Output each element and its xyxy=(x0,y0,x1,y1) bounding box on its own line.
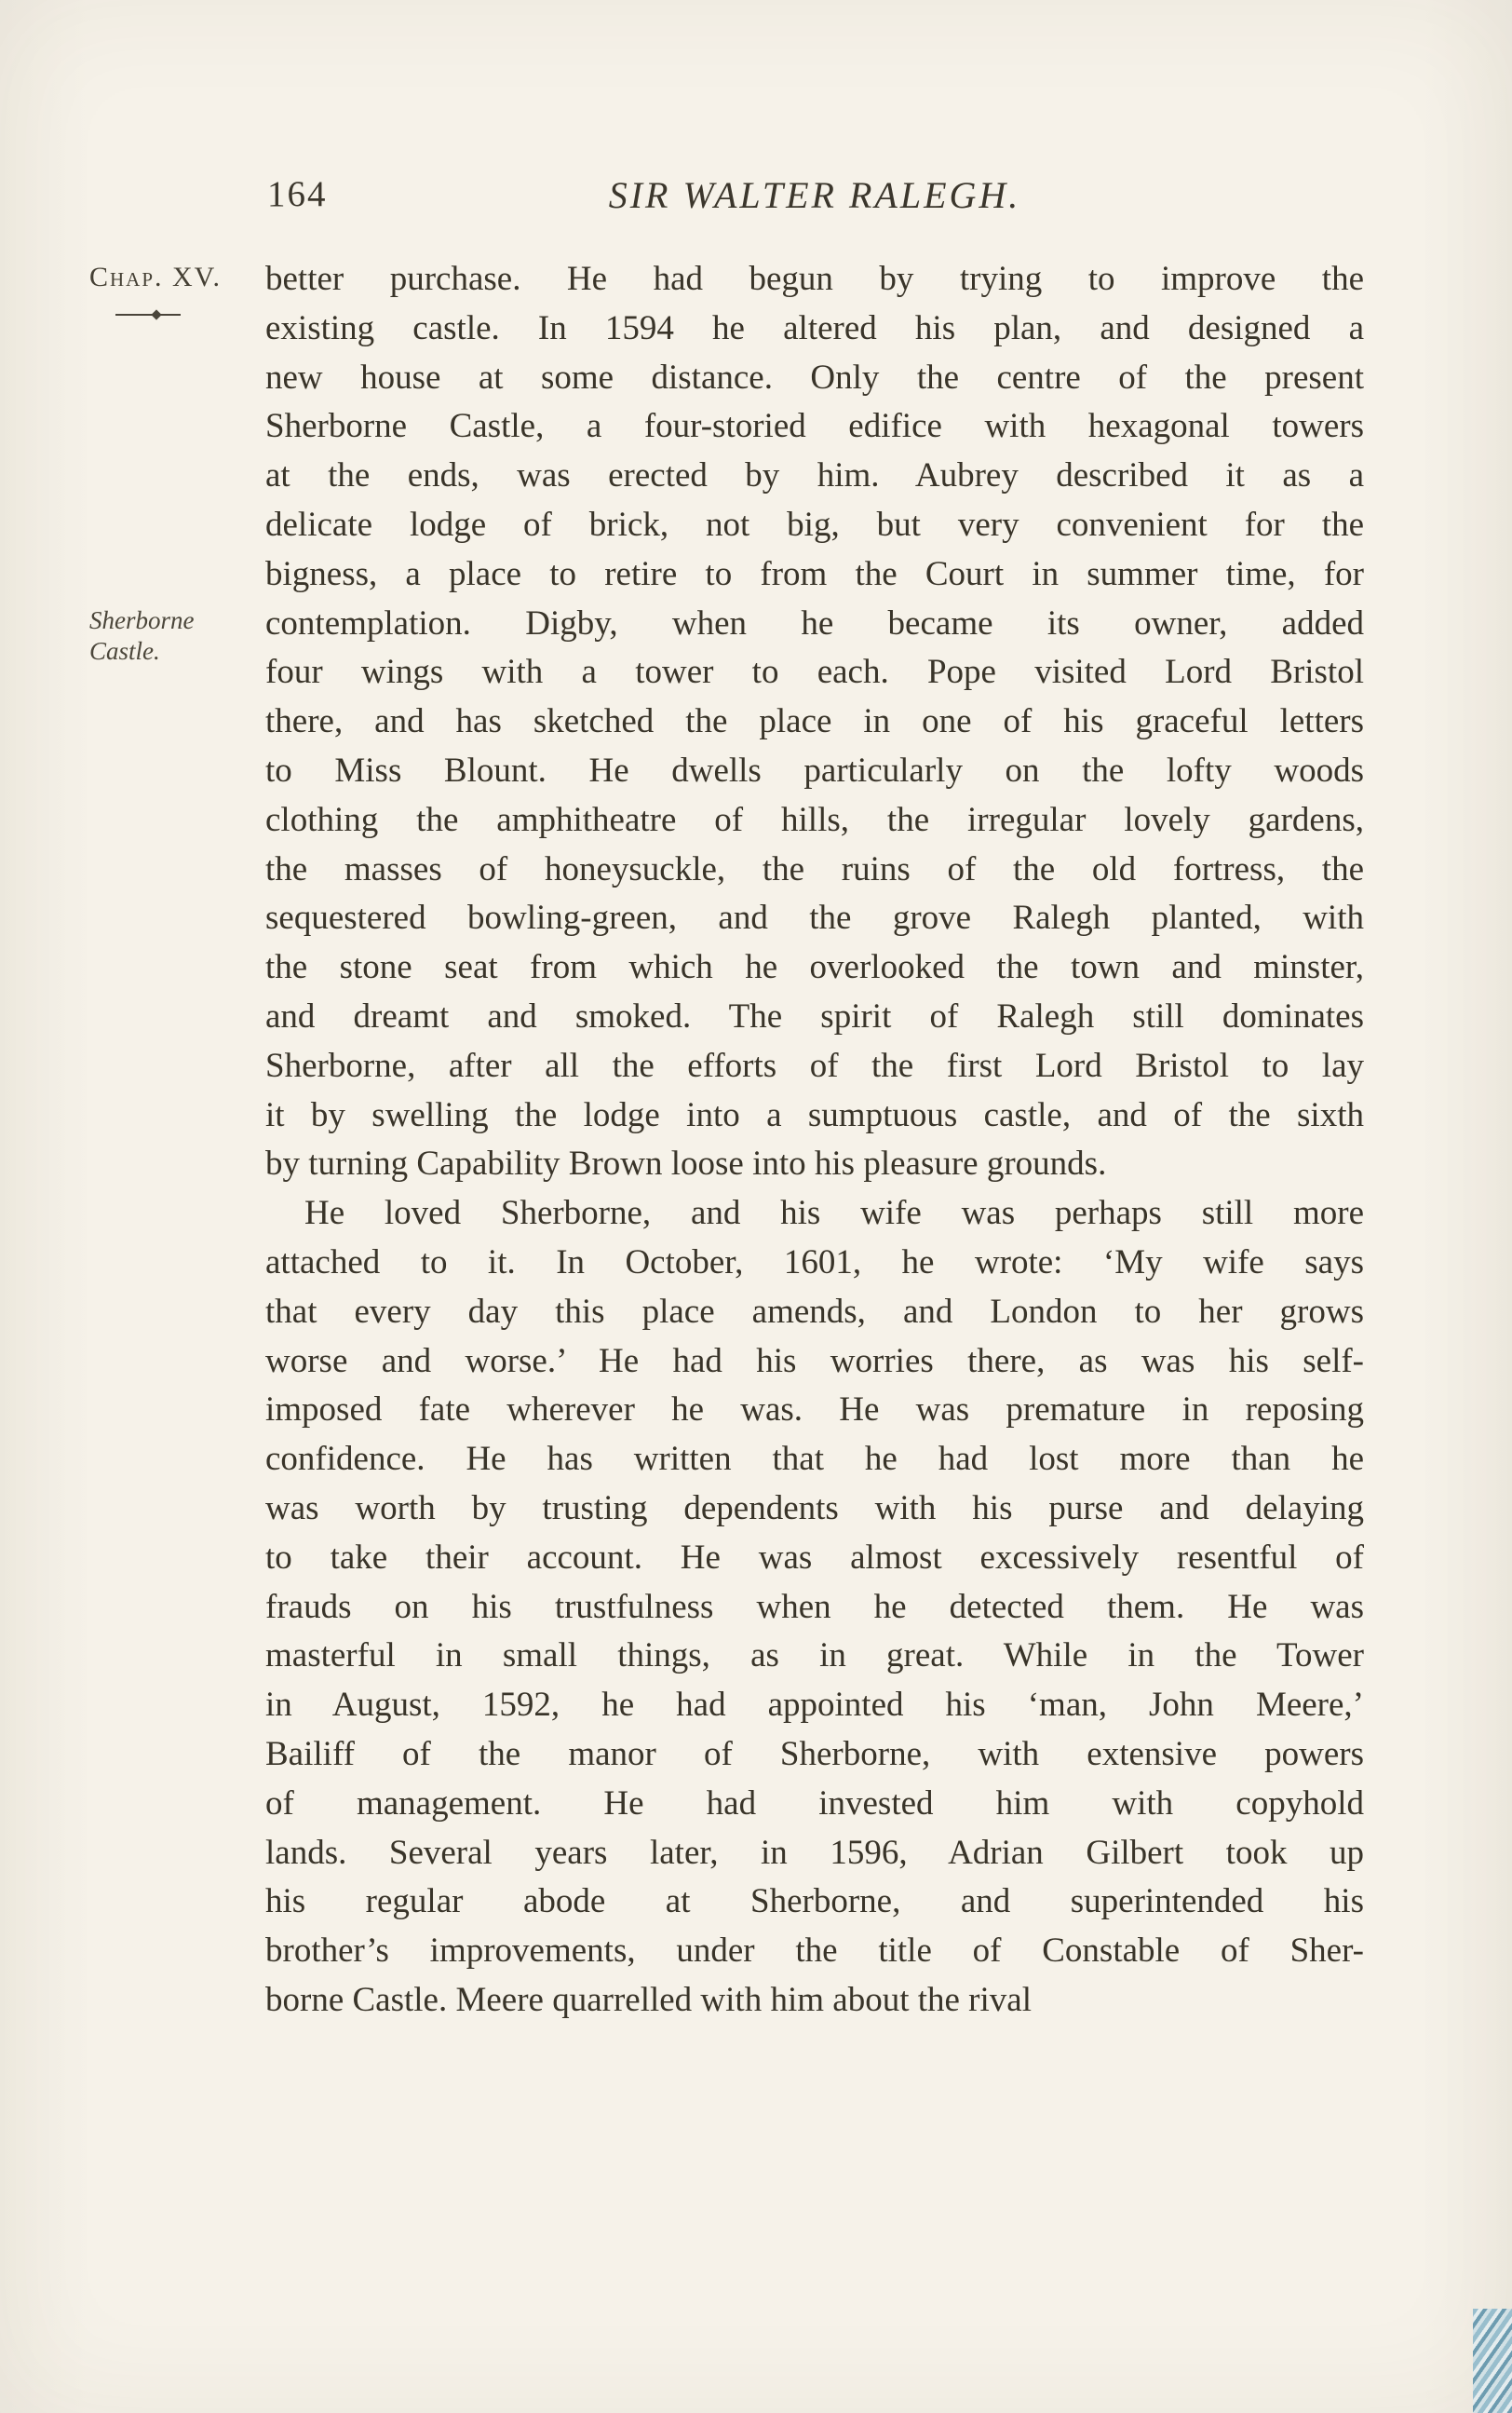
text-line: new house at some distance. Only the centre of the present xyxy=(265,358,1364,397)
text-line: brother’s improvements, under the title of Constable of Sher- xyxy=(265,1932,1364,1971)
text-line: at the ends, was erected by him. Aubrey described it as a xyxy=(265,456,1364,495)
text-line: his regular abode at Sherborne, and superintended his xyxy=(265,1882,1364,1921)
text-line: the stone seat from which he overlooked the town and minster, xyxy=(265,948,1364,987)
scan-artifact xyxy=(1473,2309,1512,2413)
text-line: was worth by trusting dependents with his purse and delaying xyxy=(265,1488,1364,1527)
running-title: SIR WALTER RALEGH. xyxy=(608,174,1021,216)
text-line: of management. He had invested him with copyhold xyxy=(265,1783,1364,1823)
text-line: Sherborne Castle, a four-storied edifice with hexagonal towers xyxy=(265,407,1364,446)
text-line: and dreamt and smoked. The spirit of Ralegh still dominates xyxy=(265,996,1364,1036)
ornament-diamond-icon xyxy=(151,309,161,319)
chapter-label: Chap. XV. xyxy=(89,262,222,292)
text-line: frauds on his trustfulness when he detected them. He was xyxy=(265,1587,1364,1626)
text-line: attached to it. In October, 1601, he wrote: ‘My wife says xyxy=(265,1242,1364,1281)
text-line: there, and has sketched the place in one of his graceful letters xyxy=(265,702,1364,741)
ornament-rule xyxy=(115,314,181,316)
text-line: Sherborne, after all the efforts of the first Lord Bristol to lay xyxy=(265,1046,1364,1085)
text-line: by turning Capability Brown loose into his pleasure grounds. xyxy=(265,1145,1107,1184)
text-line: better purchase. He had begun by trying to improve the xyxy=(265,260,1364,298)
chapter-note xyxy=(89,262,262,321)
text-line: bigness, a place to retire to from the Court in summer time, for xyxy=(265,554,1364,593)
page-number: 164 xyxy=(267,174,328,214)
text-line: the masses of honeysuckle, the ruins of the old fortress, the xyxy=(265,849,1364,888)
section-ornament xyxy=(115,308,181,321)
text-line: four wings with a tower to each. Pope visited Lord Bristol xyxy=(265,653,1364,692)
text-line: that every day this place amends, and London to her grows xyxy=(265,1292,1364,1331)
text-line: in August, 1592, he had appointed his ‘man, John Meere,’ xyxy=(265,1686,1364,1725)
text-line: masterful in small things, as in great. While in the Tower xyxy=(265,1636,1364,1675)
text-line: clothing the amphitheatre of hills, the irregular lovely gardens, xyxy=(265,800,1364,839)
sidenote-line: Sherborne xyxy=(89,606,195,634)
text-line: sequestered bowling-green, and the grove Ralegh planted, with xyxy=(265,899,1364,938)
text-line: worse and worse.’ He had his worries there, as was his self- xyxy=(265,1341,1364,1380)
text-line: it by swelling the lodge into a sumptuous castle, and of the sixth xyxy=(265,1095,1364,1134)
text-line: Bailiff of the manor of Sherborne, with extensive powers xyxy=(265,1734,1364,1773)
text-line: lands. Several years later, in 1596, Adrian Gilbert took up xyxy=(265,1833,1364,1872)
text-line: borne Castle. Meere quarrelled with him about the rival xyxy=(265,1980,1032,2019)
page-header xyxy=(265,173,1364,224)
text-line: to take their account. He was almost excessively resentful of xyxy=(265,1538,1364,1577)
text-line: confidence. He has written that he had lost more than he xyxy=(265,1440,1364,1479)
sidenote xyxy=(89,605,194,667)
sidenote-line: Castle. xyxy=(89,637,160,665)
text-line: to Miss Blount. He dwells particularly on the lofty woods xyxy=(265,751,1364,790)
text-line: imposed fate wherever he was. He was premature in reposing xyxy=(265,1390,1364,1430)
body-text xyxy=(265,255,1364,2026)
text-line: He loved Sherborne, and his wife was perhaps still more xyxy=(304,1194,1364,1233)
text-line: contemplation. Digby, when he became its owner, added xyxy=(265,603,1364,643)
text-line: delicate lodge of brick, not big, but very convenient for the xyxy=(265,505,1364,544)
text-line: existing castle. In 1594 he altered his plan, and designed a xyxy=(265,308,1364,347)
